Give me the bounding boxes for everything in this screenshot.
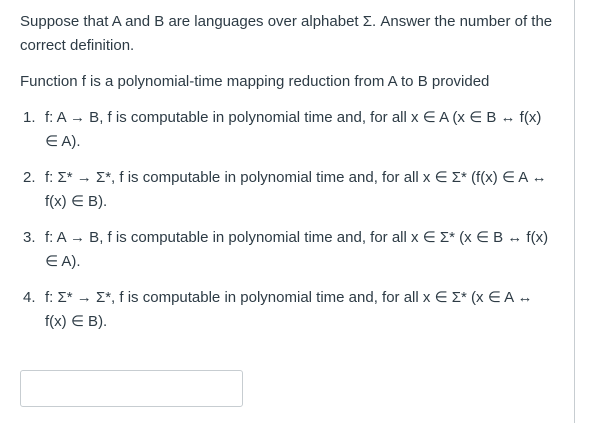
answer-input[interactable] [20,370,243,407]
option-text: f: A → B, f is computable in polynomial time and, for all x ∈ Σ* (x ∈ B ↔ f(x) ∈ A). [45,229,549,270]
option-number: 2. [23,169,36,186]
definition-list [0,106,575,346]
option-number: 4. [23,289,36,306]
definition-option-4 [0,286,555,334]
option-text: f: Σ* → Σ*, f is computable in polynomial time and, for all x ∈ Σ* (f(x) ∈ A ↔ f(x) ∈ B). [45,169,547,210]
definition-option-3 [0,226,555,274]
definition-option-1 [0,106,555,154]
option-text: f: A → B, f is computable in polynomial time and, for all x ∈ A (x ∈ B ↔ f(x) ∈ A). [45,109,542,150]
option-number: 3. [23,229,36,246]
question-lead: Function f is a polynomial-time mapping reduction from A to B provided [20,73,490,90]
option-text: f: Σ* → Σ*, f is computable in polynomial time and, for all x ∈ Σ* (x ∈ A ↔ f(x) ∈ B). [45,289,533,330]
question-prompt: Suppose that A and B are languages over alphabet Σ. Answer the number of the correct definition. [20,13,553,54]
definition-option-2 [0,166,555,214]
option-number: 1. [23,109,36,126]
